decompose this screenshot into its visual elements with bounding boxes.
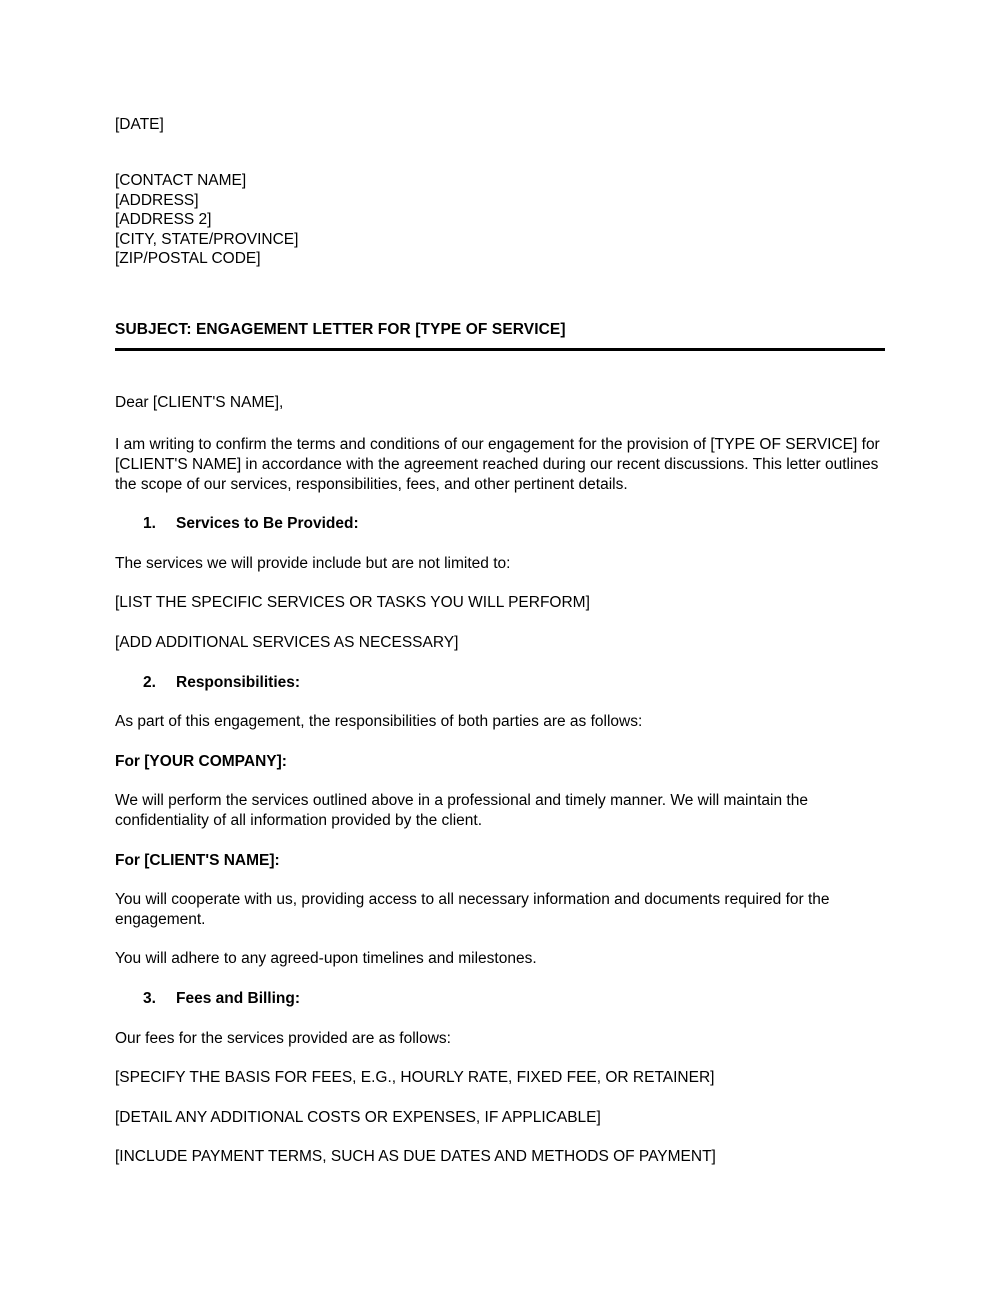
section-heading-1 bbox=[115, 514, 885, 534]
section-number-1: 1. bbox=[143, 515, 156, 533]
salutation: Dear [CLIENT'S NAME], bbox=[115, 393, 284, 411]
section-number-2: 2. bbox=[143, 673, 156, 691]
spacer-after-rule bbox=[115, 351, 885, 393]
client-responsibility-1: You will cooperate with us, providing access to all necessary information and documents required for the engagement. bbox=[115, 891, 830, 928]
section-number-3: 3. bbox=[143, 989, 156, 1007]
recipient-contact-name: [CONTACT NAME] bbox=[115, 172, 247, 190]
recipient-address-2: [ADDRESS 2] bbox=[115, 211, 212, 229]
document-body bbox=[115, 115, 885, 1167]
client-responsibility-2: You will adhere to any agreed-upon timelines and milestones. bbox=[115, 950, 537, 968]
recipient-postal-code: [ZIP/POSTAL CODE] bbox=[115, 250, 261, 268]
section-title-1: Services to Be Provided: bbox=[176, 515, 359, 533]
spacer-before-subject bbox=[115, 268, 885, 320]
section-1-intro: The services we will provide include but are not limited to: bbox=[115, 554, 511, 572]
section-2-intro: As part of this engagement, the responsibilities of both parties are as follows: bbox=[115, 713, 643, 731]
section-3-item-2: [DETAIL ANY ADDITIONAL COSTS OR EXPENSES, IF APPLICABLE] bbox=[115, 1108, 601, 1126]
subject-line: SUBJECT: ENGAGEMENT LETTER FOR [TYPE OF SERVICE] bbox=[115, 321, 566, 339]
section-1-item-2: [ADD ADDITIONAL SERVICES AS NECESSARY] bbox=[115, 634, 459, 651]
section-3-item-3: [INCLUDE PAYMENT TERMS, SUCH AS DUE DATES AND METHODS OF PAYMENT] bbox=[115, 1148, 716, 1166]
section-title-2: Responsibilities: bbox=[176, 673, 301, 691]
company-responsibilities-subheading: For [YOUR COMPANY]: bbox=[115, 752, 287, 770]
section-3-intro: Our fees for the services provided are as follows: bbox=[115, 1029, 451, 1047]
date-placeholder: [DATE] bbox=[115, 116, 164, 133]
spacer-after-date bbox=[115, 134, 885, 171]
recipient-address-block bbox=[115, 171, 885, 268]
recipient-address-1: [ADDRESS] bbox=[115, 191, 199, 209]
section-title-3: Fees and Billing: bbox=[176, 989, 301, 1007]
section-1-item-1: [LIST THE SPECIFIC SERVICES OR TASKS YOU WILL PERFORM] bbox=[115, 594, 590, 612]
section-heading-3 bbox=[115, 989, 885, 1009]
company-responsibilities-text: We will perform the services outlined above in a professional and timely manner. We will maintain the confidentiality of all information provided by the client. bbox=[115, 792, 808, 829]
recipient-city-state: [CITY, STATE/PROVINCE] bbox=[115, 230, 299, 248]
section-heading-2 bbox=[115, 673, 885, 693]
client-responsibilities-subheading: For [CLIENT'S NAME]: bbox=[115, 851, 280, 869]
section-3-item-1: [SPECIFY THE BASIS FOR FEES, E.G., HOURLY RATE, FIXED FEE, OR RETAINER] bbox=[115, 1069, 715, 1087]
intro-paragraph: I am writing to confirm the terms and conditions of our engagement for the provision of [TYPE OF SERVICE] for [CLIENT'S NAME] in accordance with the agreement reached during our recent discussions. This letter outlines the scope of our services, responsibilities, fees, and other pertinent details. bbox=[115, 436, 880, 493]
